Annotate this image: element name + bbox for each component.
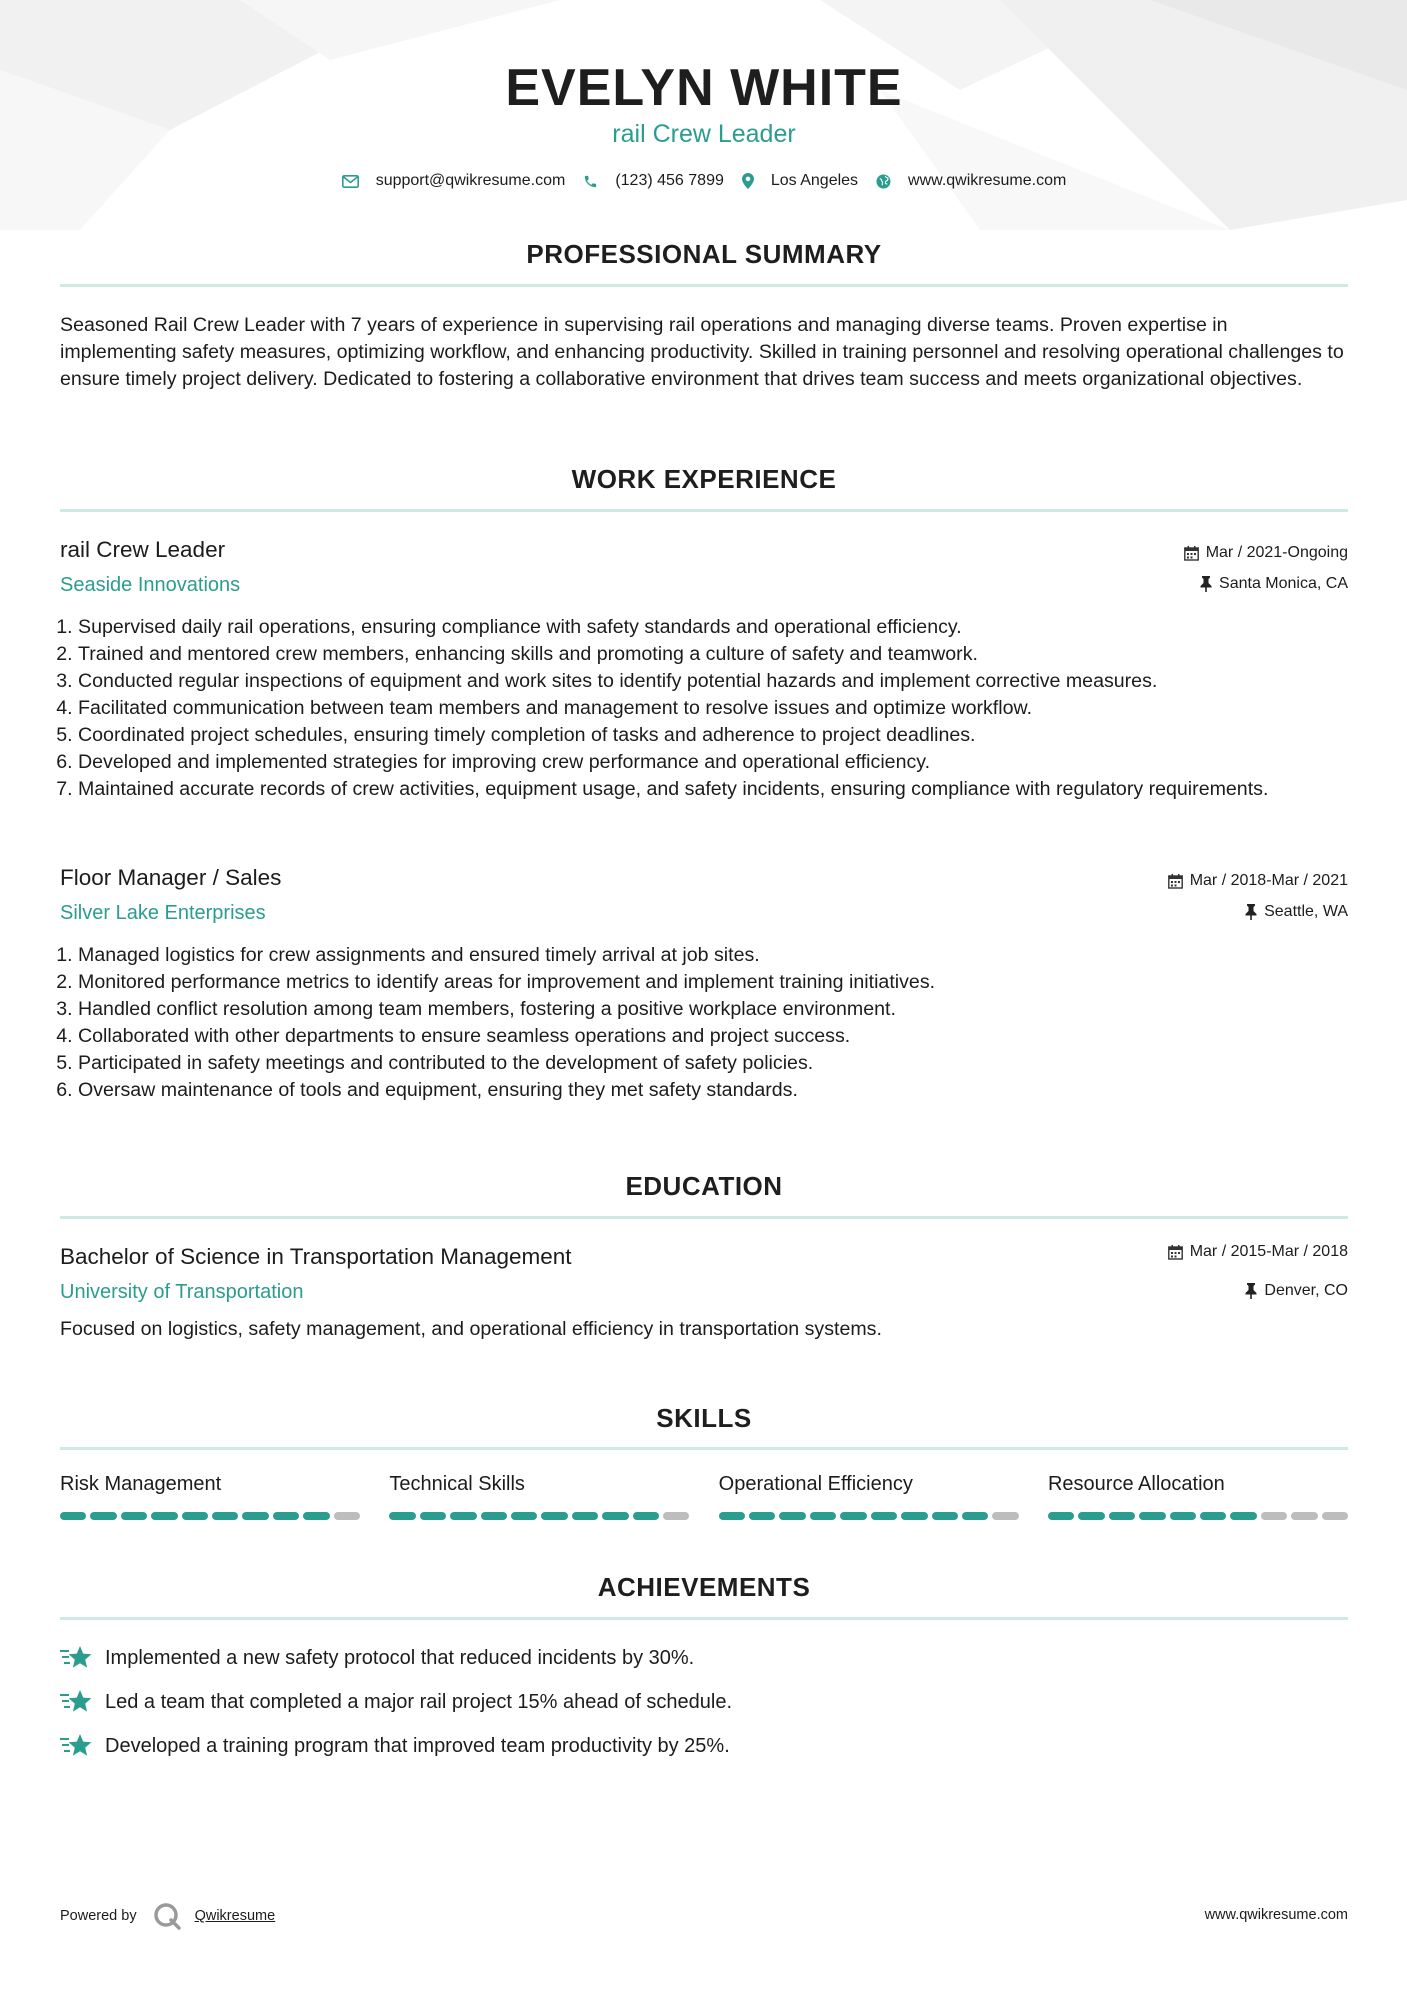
skill-dot-empty [992, 1512, 1018, 1520]
section-title-skills: SKILLS [656, 1403, 752, 1433]
job-location [1245, 903, 1348, 921]
skill-dot-filled [511, 1512, 537, 1520]
skill-dot-filled [450, 1512, 476, 1520]
job-location-text: Santa Monica, CA [1219, 575, 1348, 592]
section-divider [60, 284, 1348, 287]
skill-dot-filled [420, 1512, 446, 1520]
phone-icon [583, 174, 598, 189]
list-item: 2. Monitored performance metrics to identify areas for improvement and implement training initiatives. [78, 969, 1348, 996]
skill-dot-filled [1200, 1512, 1226, 1520]
skill-dot-filled [273, 1512, 299, 1520]
skill-dot-filled [60, 1512, 86, 1520]
job-dates [1168, 872, 1348, 890]
job-company: Seaside Innovations [60, 574, 241, 596]
education-school: University of Transportation [60, 1281, 304, 1303]
skills-list [60, 1473, 1348, 1520]
skill-dot-filled [779, 1512, 805, 1520]
job-dates-text: Mar / 2021-Ongoing [1205, 544, 1348, 561]
skill-dot-filled [1170, 1512, 1196, 1520]
achievement-item [60, 1645, 694, 1671]
pushpin-icon [1245, 1283, 1257, 1299]
pushpin-icon [1200, 576, 1212, 592]
skill-dot-empty [1291, 1512, 1317, 1520]
job-title: rail Crew Leader [60, 537, 226, 562]
skill-dot-empty [334, 1512, 360, 1520]
skill-dot-filled [90, 1512, 116, 1520]
candidate-name: EVELYN WHITE [505, 59, 903, 117]
skill-dot-filled [151, 1512, 177, 1520]
list-item: 1. Managed logistics for crew assignments and ensured timely arrival at job sites. [78, 942, 1348, 969]
skill-rating [1048, 1512, 1348, 1520]
qwikresume-logo-icon [153, 1902, 181, 1930]
skill-dot-filled [1078, 1512, 1104, 1520]
skill-dot-filled [602, 1512, 628, 1520]
job-dates-text: Mar / 2018-Mar / 2021 [1189, 872, 1348, 889]
skill-dot-filled [633, 1512, 659, 1520]
star-icon [60, 1689, 92, 1715]
section-title-experience: WORK EXPERIENCE [571, 464, 837, 494]
section-divider [60, 1617, 1348, 1620]
skill-dot-filled [572, 1512, 598, 1520]
map-pin-icon [742, 173, 754, 189]
section-divider [60, 509, 1348, 512]
calendar-icon [1168, 1245, 1183, 1260]
list-item: 7. Maintained accurate records of crew activities, equipment usage, and safety incidents, ensuring compliance with regulatory requirements. [78, 776, 1348, 803]
skill-dot-filled [1109, 1512, 1135, 1520]
skill-dot-filled [962, 1512, 988, 1520]
section-title-achievements: ACHIEVEMENTS [597, 1572, 811, 1602]
contact-bar [60, 172, 1348, 190]
job-bullets [60, 614, 1348, 803]
skill-dot-empty [663, 1512, 689, 1520]
contact-location-text: Los Angeles [770, 172, 859, 189]
contact-location [742, 172, 858, 190]
skill-dot-filled [389, 1512, 415, 1520]
achievement-item [60, 1733, 730, 1759]
qwikresume-link[interactable]: Qwikresume [194, 1908, 276, 1924]
skill-rating [60, 1512, 360, 1520]
skill-name: Risk Management [60, 1473, 222, 1495]
skill-item [60, 1473, 360, 1520]
skill-dot-filled [182, 1512, 208, 1520]
education-degree: Bachelor of Science in Transportation Management [60, 1244, 572, 1269]
list-item: 4. Facilitated communication between team members and management to resolve issues and optimize workflow. [78, 695, 1348, 722]
skill-item [389, 1473, 689, 1520]
skill-dot-filled [749, 1512, 775, 1520]
achievement-text: Implemented a new safety protocol that reduced incidents by 30%. [105, 1646, 695, 1669]
candidate-role: rail Crew Leader [612, 120, 796, 148]
skill-dot-filled [1048, 1512, 1074, 1520]
skill-item [1048, 1473, 1348, 1520]
star-icon [60, 1645, 92, 1671]
section-divider [60, 1447, 1348, 1450]
contact-email-text: support@qwikresume.com [375, 172, 566, 189]
skill-dot-filled [1139, 1512, 1165, 1520]
skill-rating [719, 1512, 1019, 1520]
skill-dot-filled [541, 1512, 567, 1520]
footer-powered-by [60, 1902, 275, 1930]
section-title-education: EDUCATION [625, 1171, 783, 1201]
skill-dot-filled [719, 1512, 745, 1520]
achievement-text: Led a team that completed a major rail project 15% ahead of schedule. [105, 1690, 733, 1713]
skill-dot-filled [810, 1512, 836, 1520]
envelope-icon [342, 175, 359, 188]
education-location-text: Denver, CO [1264, 1282, 1348, 1299]
list-item: 6. Oversaw maintenance of tools and equipment, ensuring they met safety standards. [78, 1077, 1348, 1104]
list-item: 6. Developed and implemented strategies for improving crew performance and operational efficiency. [78, 749, 1348, 776]
job-bullets [60, 942, 1348, 1104]
list-item: 5. Coordinated project schedules, ensuring timely completion of tasks and adherence to project deadlines. [78, 722, 1348, 749]
skill-rating [389, 1512, 689, 1520]
skill-dot-empty [1322, 1512, 1348, 1520]
list-item: 3. Conducted regular inspections of equipment and work sites to identify potential hazards and implement corrective measures. [78, 668, 1348, 695]
skill-dot-filled [481, 1512, 507, 1520]
contact-phone-text: (123) 456 7899 [615, 172, 724, 189]
skill-dot-filled [121, 1512, 147, 1520]
skill-dot-filled [212, 1512, 238, 1520]
skill-dot-filled [901, 1512, 927, 1520]
footer-website[interactable]: www.qwikresume.com [1204, 1907, 1348, 1923]
powered-by-label: Powered by [60, 1908, 137, 1924]
job-dates [1184, 544, 1348, 562]
calendar-icon [1184, 546, 1199, 561]
list-item: 2. Trained and mentored crew members, enhancing skills and promoting a culture of safety and teamwork. [78, 641, 1348, 668]
section-divider [60, 1216, 1348, 1219]
job-location [1200, 575, 1348, 593]
skill-dot-filled [242, 1512, 268, 1520]
list-item: 4. Collaborated with other departments to ensure seamless operations and project success. [78, 1023, 1348, 1050]
education-description: Focused on logistics, safety management, and operational efficiency in transportation systems. [60, 1318, 882, 1340]
star-icon [60, 1733, 92, 1759]
skill-dot-filled [1230, 1512, 1256, 1520]
skill-name: Resource Allocation [1047, 1473, 1225, 1495]
skill-dot-filled [303, 1512, 329, 1520]
contact-email[interactable] [342, 172, 566, 190]
contact-phone[interactable] [583, 172, 724, 190]
summary-text: Seasoned Rail Crew Leader with 7 years of experience in supervising rail operations and managing diverse teams. Proven expertise in implementing safety measures, optimizing workflow, and enhancing productivity. Skilled in training personnel and resolving operational challenges to ensure timely project delivery. Dedicated to fostering a collaborative environment that drives team success and meets organizational objectives. [60, 314, 1344, 390]
skill-name: Operational Efficiency [718, 1473, 913, 1495]
skill-dot-empty [1261, 1512, 1287, 1520]
contact-website-text: www.qwikresume.com [908, 172, 1067, 189]
achievement-item [60, 1689, 732, 1715]
list-item: 5. Participated in safety meetings and contributed to the development of safety policies. [78, 1050, 1348, 1077]
pushpin-icon [1245, 904, 1257, 920]
skill-dot-filled [932, 1512, 958, 1520]
achievement-text: Developed a training program that improved team productivity by 25%. [105, 1734, 730, 1757]
globe-icon [876, 174, 891, 189]
list-item: 1. Supervised daily rail operations, ensuring compliance with safety standards and operational efficiency. [78, 614, 1348, 641]
skill-name: Technical Skills [389, 1473, 525, 1495]
education-location [1245, 1282, 1348, 1300]
section-title-summary: PROFESSIONAL SUMMARY [526, 239, 882, 269]
contact-website[interactable] [876, 172, 1066, 190]
skill-item [719, 1473, 1019, 1520]
skill-dot-filled [840, 1512, 866, 1520]
education-dates [1168, 1243, 1348, 1261]
job-title: Floor Manager / Sales [60, 865, 282, 890]
job-location-text: Seattle, WA [1264, 903, 1348, 920]
list-item: 3. Handled conflict resolution among team members, fostering a positive workplace environment. [78, 996, 1348, 1023]
calendar-icon [1168, 874, 1183, 889]
education-dates-text: Mar / 2015-Mar / 2018 [1189, 1243, 1348, 1260]
job-company: Silver Lake Enterprises [60, 902, 266, 924]
skill-dot-filled [871, 1512, 897, 1520]
